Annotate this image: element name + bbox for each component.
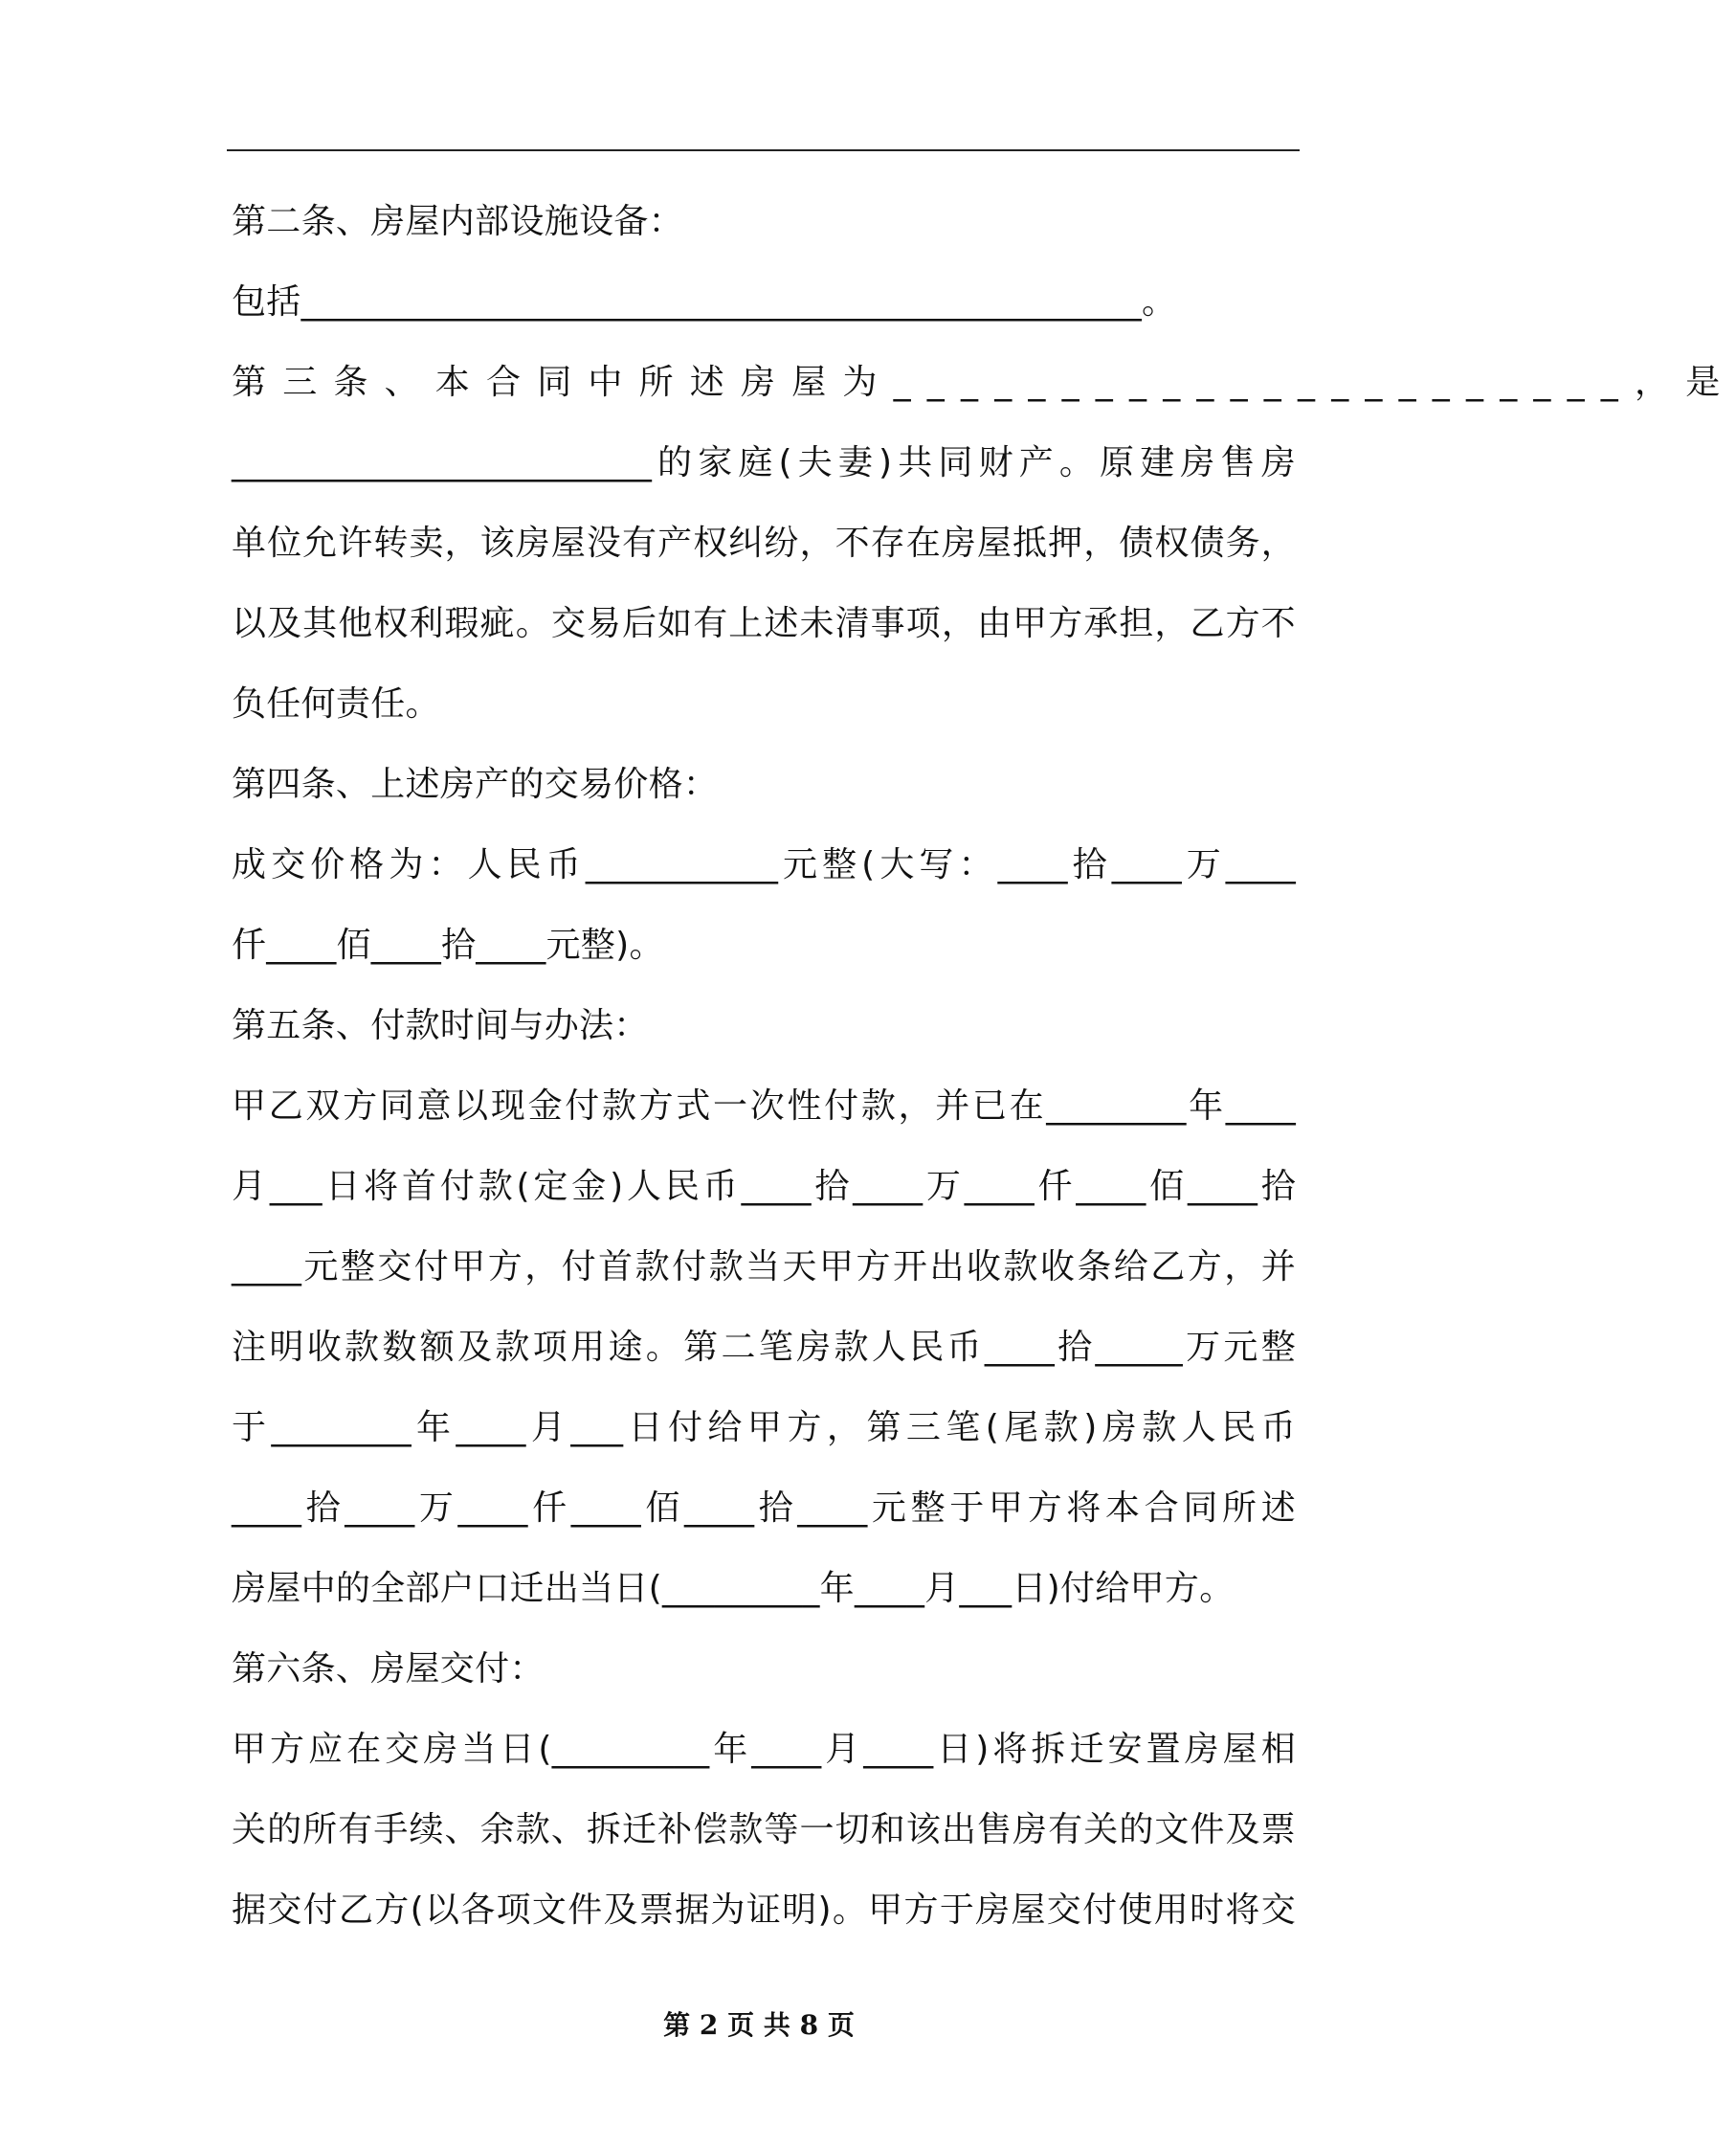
- article-5-line-4: 注明收款数额及款项用途。第二笔房款人民币____拾_____万元整: [232, 1328, 1296, 1367]
- article-3-line-2: ________________________的家庭(夫妻)共同财产。原建房售房: [232, 443, 1296, 482]
- article-3-line-3: 单位允许转卖，该房屋没有产权纠纷，不存在房屋抵押，债权债务，: [232, 524, 1296, 563]
- article-5-heading: 第五条、付款时间与办法：: [232, 1006, 649, 1045]
- article-5-line-5: 于________年____月___日付给甲方，第三笔(尾款)房款人民币: [232, 1408, 1296, 1447]
- article-3-line-4: 以及其他权利瑕疵。交易后如有上述未清事项，由甲方承担，乙方不: [232, 604, 1296, 643]
- article-6-line-3: 据交付乙方(以各项文件及票据为证明)。甲方于房屋交付使用时将交: [232, 1891, 1296, 1930]
- article-5-line-1: 甲乙双方同意以现金付款方式一次性付款，并已在________年____: [232, 1086, 1296, 1126]
- article-3-line-1: 第三条、本合同中所述房屋为______________________，是: [232, 363, 1736, 402]
- article-2-content-line: 包括________________________________________________。: [232, 282, 1177, 322]
- article-6-line-1: 甲方应在交房当日(_________年____月____日)将拆迁安置房屋相: [232, 1730, 1296, 1769]
- article-6-line-2: 关的所有手续、余款、拆迁补偿款等一切和该出售房有关的文件及票: [232, 1810, 1296, 1849]
- contract-body: [232, 182, 1736, 1951]
- article-4-line-2: 仟____佰____拾____元整)。: [232, 926, 664, 965]
- article-4-line-1: 成交价格为：人民币___________元整(大写：____拾____万____: [232, 845, 1296, 884]
- article-5-line-6: ____拾____万____仟____佰____拾____元整于甲方将本合同所述: [232, 1488, 1296, 1528]
- article-5-line-2: 月___日将首付款(定金)人民币____拾____万____仟____佰____拾: [232, 1167, 1296, 1206]
- page-number-footer: 第 2 页 共 8 页: [663, 2009, 855, 2041]
- article-4-heading: 第四条、上述房产的交易价格：: [232, 765, 719, 804]
- article-3-line-5: 负任何责任。: [232, 684, 440, 724]
- article-2-heading: 第二条、房屋内部设施设备：: [232, 202, 683, 241]
- header-rule: [227, 149, 1300, 151]
- article-5-line-3: ____元整交付甲方，付首款付款当天甲方开出收款收条给乙方，并: [232, 1247, 1296, 1287]
- article-6-heading: 第六条、房屋交付：: [232, 1649, 545, 1689]
- article-5-line-7: 房屋中的全部户口迁出当日(_________年____月___日)付给甲方。: [232, 1569, 1235, 1608]
